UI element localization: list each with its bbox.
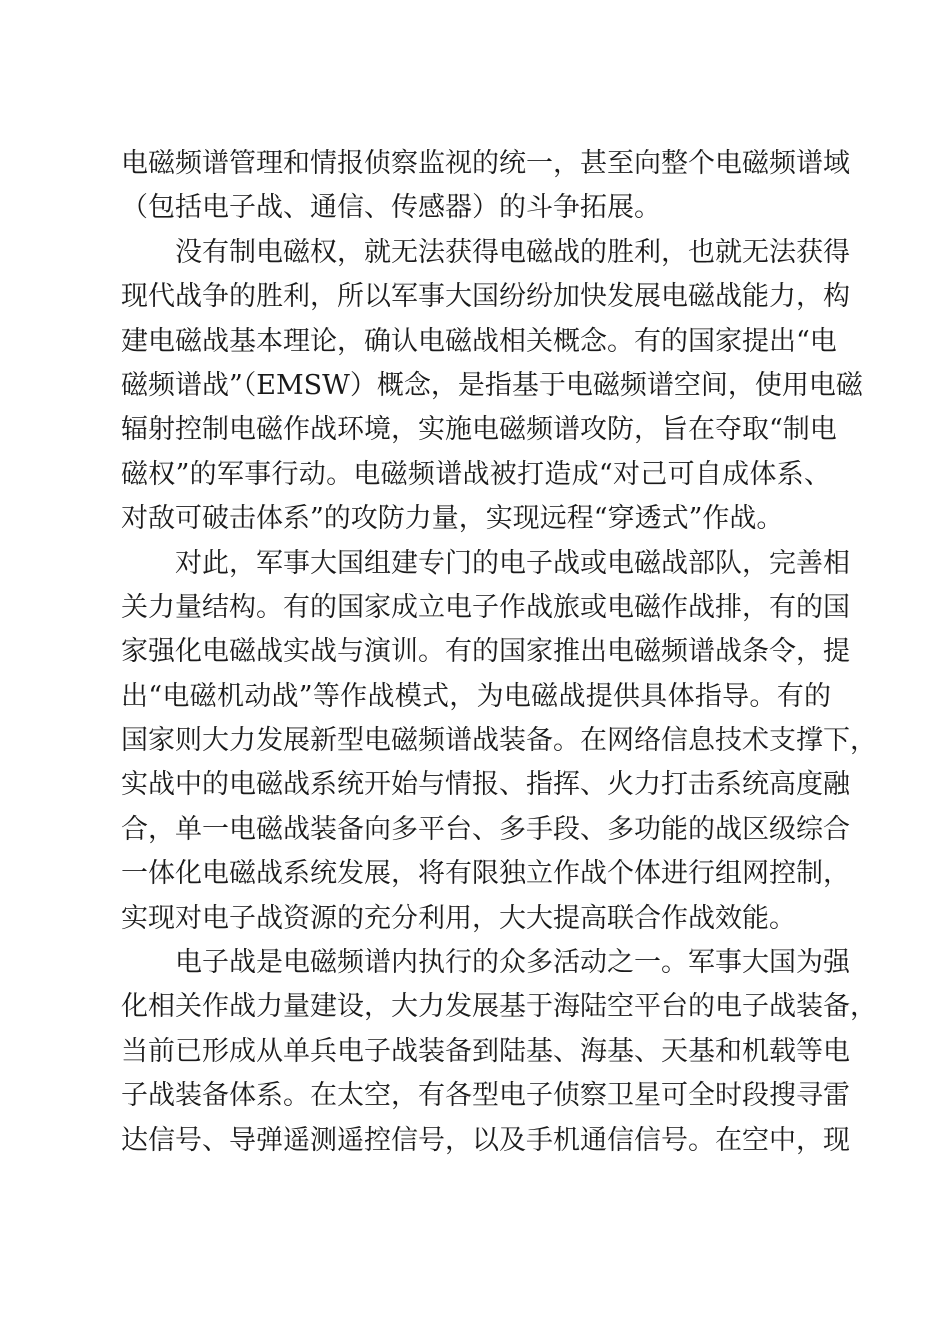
text-line: 对敌可破击体系”的攻防力量，实现远程“穿透式”作战。 [121,503,784,535]
text-line: 现代战争的胜利，所以军事大国纷纷加快发展电磁战能力，构 [121,281,850,313]
text-line: 关力量结构。有的国家成立电子作战旅或电磁作战排，有的国 [121,591,850,623]
text-line: 国家则大力发展新型电磁频谱战装备。在网络信息技术支撑下， [121,725,877,757]
text-line: 磁权”的军事行动。电磁频谱战被打造成“对己可自成体系、 [121,458,831,490]
text-line: 合，单一电磁战装备向多平台、多手段、多功能的战区级综合 [121,813,850,845]
text-line: 一体化电磁战系统发展，将有限独立作战个体进行组网控制， [121,858,850,890]
text-line: 达信号、导弹遥测遥控信号，以及手机通信信号。在空中，现 [121,1124,850,1156]
text-line: 电磁频谱管理和情报侦察监视的统一，甚至向整个电磁频谱域 [121,148,850,179]
text-line: （包括电子战、通信、传感器）的斗争拓展。 [121,192,661,224]
paragraph-first-line: 没有制电磁权，就无法获得电磁战的胜利，也就无法获得 [175,236,850,268]
paragraph-first-line: 电子战是电磁频谱内执行的众多活动之一。军事大国为强 [175,947,850,979]
text-line: 出“电磁机动战”等作战模式，为电磁战提供具体指导。有的 [121,680,831,712]
body-text [121,142,877,1163]
text-line: 磁频谱战”（EMSW）概念，是指基于电磁频谱空间，使用电磁 [121,369,863,401]
paragraph-first-line: 对此，军事大国组建专门的电子战或电磁战部队，完善相 [175,547,850,579]
text-line: 家强化电磁战实战与演训。有的国家推出电磁频谱战条令，提 [121,636,850,668]
text-line: 子战装备体系。在太空，有各型电子侦察卫星可全时段搜寻雷 [121,1080,850,1112]
text-line: 实战中的电磁战系统开始与情报、指挥、火力打击系统高度融 [121,769,850,801]
text-line: 实现对电子战资源的充分利用，大大提高联合作战效能。 [121,902,796,934]
text-line: 建电磁战基本理论，确认电磁战相关概念。有的国家提出“电 [121,325,837,357]
text-line: 化相关作战力量建设，大力发展基于海陆空平台的电子战装备， [121,991,877,1023]
text-line: 辐射控制电磁作战环境，实施电磁频谱攻防，旨在夺取“制电 [121,414,837,446]
text-line: 当前已形成从单兵电子战装备到陆基、海基、天基和机载等电 [121,1035,850,1067]
